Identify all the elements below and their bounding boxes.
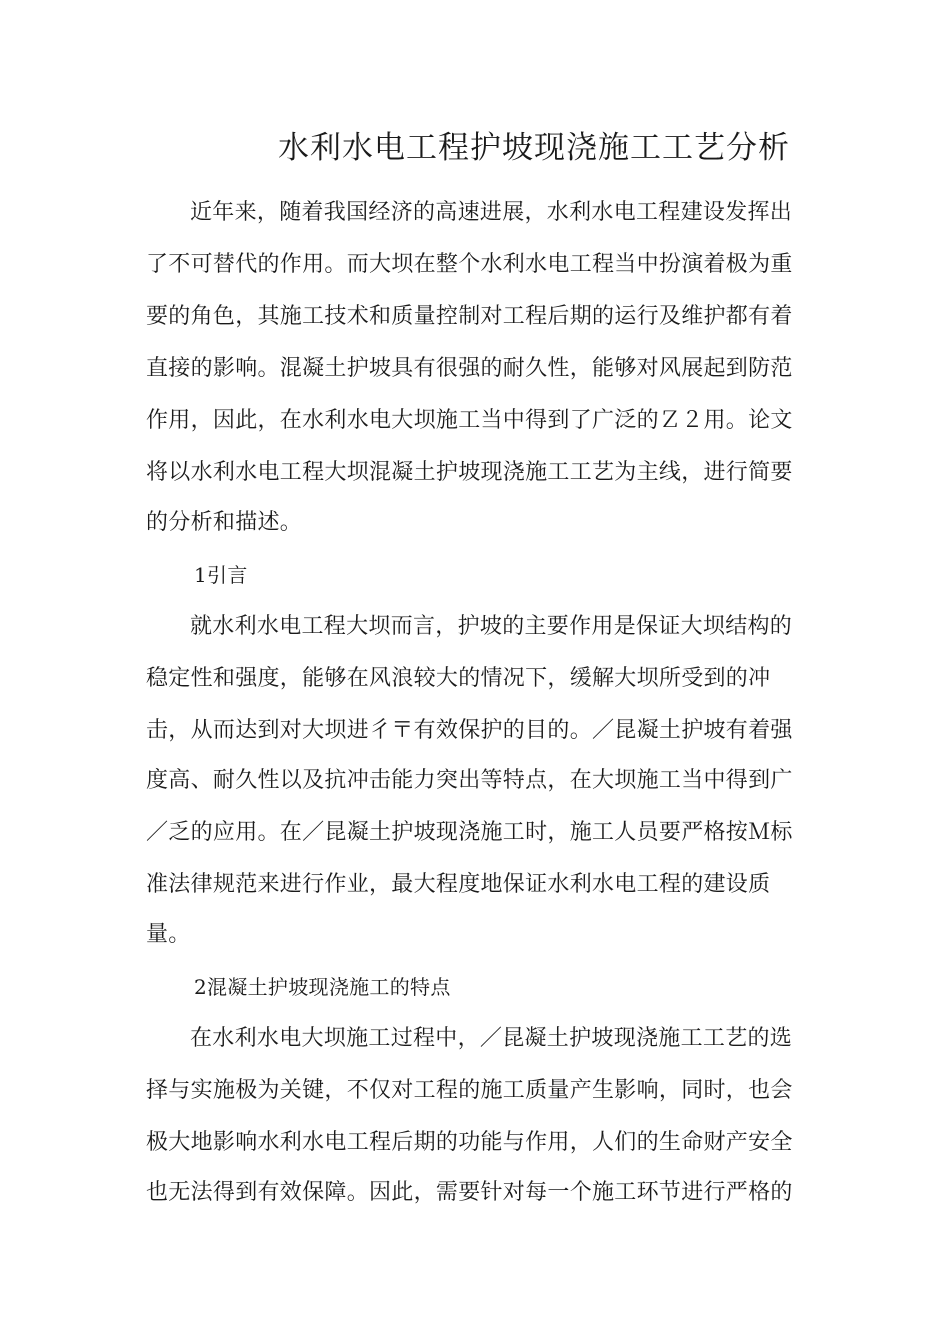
- paragraph-line: 直接的影响。混凝土护坡具有很强的耐久性，能够对风展起到防范: [146, 356, 793, 381]
- paragraph-line: 极大地影响水利水电工程后期的功能与作用，人们的生命财产安全: [146, 1130, 793, 1155]
- paragraph-line: 近年来，随着我国经济的高速进展，水利水电工程建设发挥出: [190, 200, 793, 225]
- paragraph-line: 要的角色，其施工技术和质量控制对工程后期的运行及维护都有着: [146, 304, 793, 329]
- paragraph-line: ／乏的应用。在／昆凝土护坡现浇施工时，施工人员要严格按Ｍ标: [146, 820, 793, 845]
- paragraph-line: 了不可替代的作用。而大坝在整个水利水电工程当中扮演着极为重: [146, 252, 793, 277]
- paragraph-line: 将以水利水电工程大坝混凝土护坡现浇施工工艺为主线，进行简要: [146, 460, 793, 485]
- section-heading: 2混凝土护坡现浇施工的特点: [194, 975, 451, 999]
- paragraph-line: 击，从而达到对大坝进彳〒有效保护的目的。／昆凝土护坡有着强: [146, 718, 793, 743]
- paragraph-line: 在水利水电大坝施工过程中，／昆凝土护坡现浇施工工艺的选: [190, 1026, 793, 1051]
- paragraph-line: 作用，因此，在水利水电大坝施工当中得到了广泛的Ｚ２用。论文: [146, 408, 793, 433]
- paragraph-line: 也无法得到有效保障。因此，需要针对每一个施工环节进行严格的: [146, 1180, 793, 1205]
- paragraph-line: 量。: [146, 922, 191, 947]
- document-title: 水利水电工程护坡现浇施工工艺分析: [278, 130, 790, 166]
- paragraph-line: 度高、耐久性以及抗冲击能力突出等特点，在大坝施工当中得到广: [146, 768, 793, 793]
- paragraph-line: 就水利水电工程大坝而言，护坡的主要作用是保证大坝结构的: [190, 614, 793, 639]
- paragraph-line: 稳定性和强度，能够在风浪较大的情况下，缓解大坝所受到的冲: [146, 666, 771, 691]
- section-heading: 1引言: [194, 563, 248, 587]
- paragraph-line: 的分析和描述。: [146, 510, 303, 535]
- paragraph-line: 择与实施极为关键，不仅对工程的施工质量产生影响，同时，也会: [146, 1078, 793, 1103]
- paragraph-line: 准法律规范来进行作业，最大程度地保证水利水电工程的建设质: [146, 872, 771, 897]
